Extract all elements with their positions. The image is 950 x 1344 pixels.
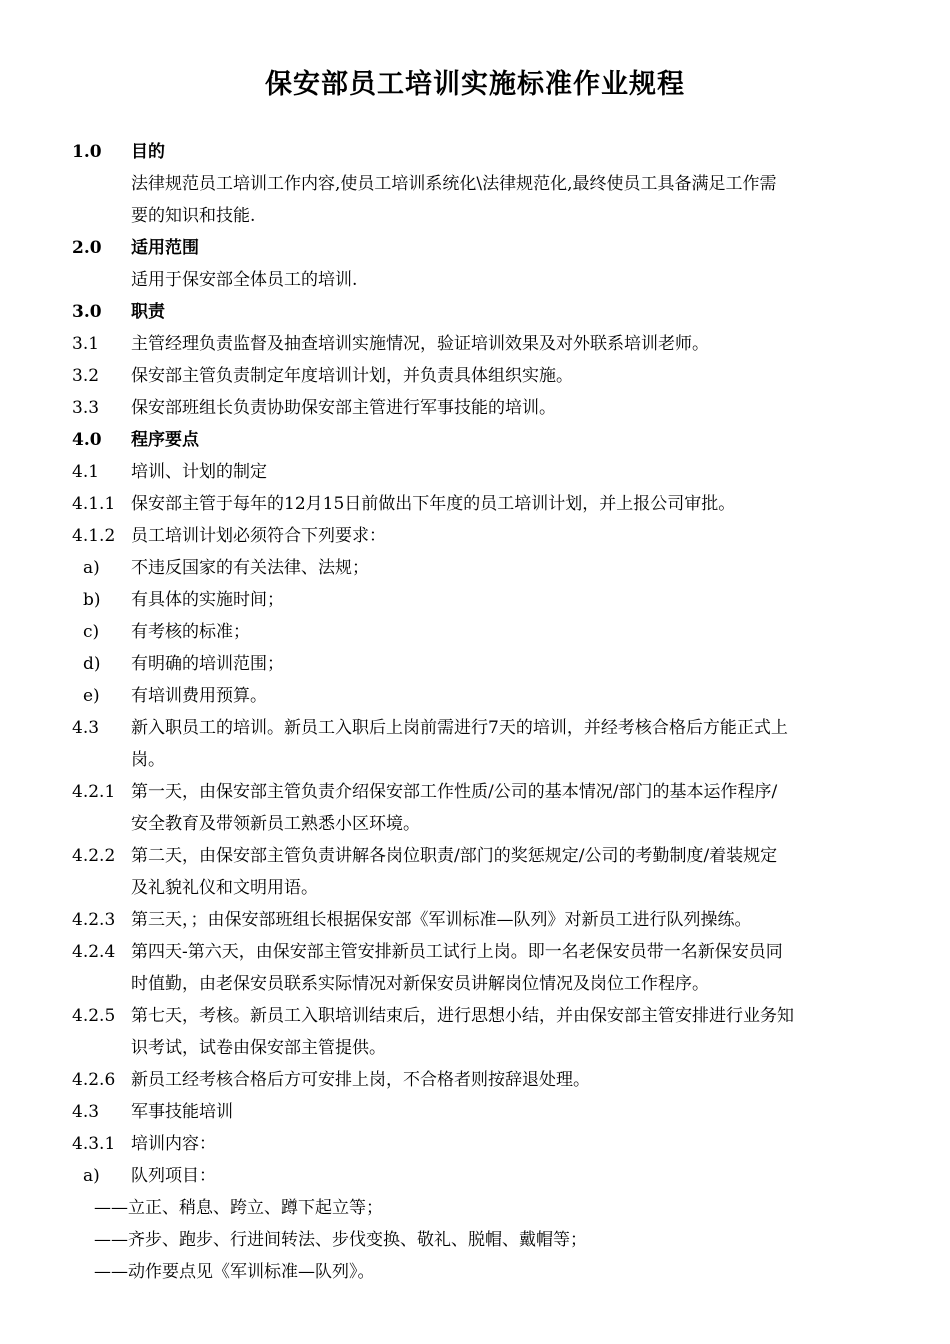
line-text: 员工培训计划必须符合下列要求： (131, 526, 386, 546)
item-number: 4.0 (72, 430, 102, 450)
line-text: 识考试，试卷由保安部主管提供。 (131, 1038, 386, 1058)
item-number: 4.2.6 (72, 1070, 116, 1090)
line-text: 有培训费用预算。 (131, 686, 267, 706)
line-text: 安全教育及带领新员工熟悉小区环境。 (131, 814, 420, 834)
line-text: 时值勤，由老保安员联系实际情况对新保安员讲解岗位情况及岗位工作程序。 (131, 974, 709, 994)
item-number: 4.2.2 (72, 846, 116, 866)
line-text: 要的知识和技能. (131, 206, 256, 226)
item-number: 3.0 (72, 302, 102, 322)
item-number: 4.1.1 (72, 494, 116, 514)
line-text: 保安部主管负责制定年度培训计划，并负责具体组织实施。 (131, 366, 573, 386)
line-text: 目的 (131, 142, 165, 162)
item-number: b) (83, 590, 101, 610)
line-text: 新员工经考核合格后方可安排上岗，不合格者则按辞退处理。 (131, 1070, 590, 1090)
item-number: 3.1 (72, 334, 100, 354)
line-text: 有具体的实施时间； (131, 590, 284, 610)
item-number: d) (83, 654, 101, 674)
item-number: 4.2.1 (72, 782, 116, 802)
item-number: 4.1 (72, 462, 100, 482)
document-title: 保安部员工培训实施标准作业规程 (265, 69, 685, 100)
line-text: 不违反国家的有关法律、法规； (131, 558, 369, 578)
line-text: 程序要点 (131, 430, 199, 450)
line-text: 新入职员工的培训。新员工入职后上岗前需进行7天的培训，并经考核合格后方能正式上 (131, 718, 788, 738)
line-text: ——齐步、跑步、行进间转法、步伐变换、敬礼、脱帽、戴帽等； (94, 1230, 587, 1250)
line-text: 第一天，由保安部主管负责介绍保安部工作性质/公司的基本情况/部门的基本运作程序/ (131, 782, 778, 802)
line-text: ——立正、稍息、跨立、蹲下起立等； (94, 1198, 383, 1218)
item-number: 3.2 (72, 366, 100, 386)
line-text: 队列项目： (131, 1166, 216, 1186)
item-number: a) (83, 1166, 100, 1186)
item-number: 4.2.5 (72, 1006, 116, 1026)
line-text: 职责 (131, 302, 165, 322)
line-text: 保安部主管于每年的12月15日前做出下年度的员工培训计划，并上报公司审批。 (131, 494, 736, 514)
line-text: 保安部班组长负责协助保安部主管进行军事技能的培训。 (131, 398, 556, 418)
line-text: 适用范围 (131, 238, 199, 258)
line-text: 第四天-第六天，由保安部主管安排新员工试行上岗。即一名老保安员带一名新保安员同 (131, 942, 783, 962)
line-text: 适用于保安部全体员工的培训. (131, 270, 358, 290)
item-number: 1.0 (72, 142, 102, 162)
item-number: a) (83, 558, 100, 578)
item-number: c) (83, 622, 100, 642)
item-number: 4.3 (72, 1102, 100, 1122)
item-number: 4.2.3 (72, 910, 116, 930)
line-text: 第二天，由保安部主管负责讲解各岗位职责/部门的奖惩规定/公司的考勤制度/着装规定 (131, 846, 778, 866)
item-number: 4.2.4 (72, 942, 116, 962)
line-text: 主管经理负责监督及抽查培训实施情况，验证培训效果及对外联系培训老师。 (131, 334, 709, 354)
line-text: 培训内容： (131, 1134, 216, 1154)
line-text: 第三天，；由保安部班组长根据保安部《军训标准—队列》对新员工进行队列操练。 (131, 910, 752, 930)
item-number: 4.1.2 (72, 526, 116, 546)
line-text: 培训、计划的制定 (131, 462, 267, 482)
item-number: 2.0 (72, 238, 102, 258)
line-text: 第七天，考核。新员工入职培训结束后，进行思想小结，并由保安部主管安排进行业务知 (131, 1006, 794, 1026)
line-text: 岗。 (131, 750, 165, 770)
line-text: 有明确的培训范围； (131, 654, 284, 674)
item-number: 3.3 (72, 398, 100, 418)
line-text: 有考核的标准； (131, 622, 250, 642)
item-number: 4.3.1 (72, 1134, 116, 1154)
item-number: 4.3 (72, 718, 100, 738)
line-text: 法律规范员工培训工作内容,使员工培训系统化\法律规范化,最终使员工具备满足工作需 (131, 174, 777, 194)
line-text: 军事技能培训 (131, 1102, 233, 1122)
line-text: 及礼貌礼仪和文明用语。 (131, 878, 318, 898)
item-number: e) (83, 686, 100, 706)
line-text: ——动作要点见《军训标准—队列》。 (94, 1262, 375, 1282)
